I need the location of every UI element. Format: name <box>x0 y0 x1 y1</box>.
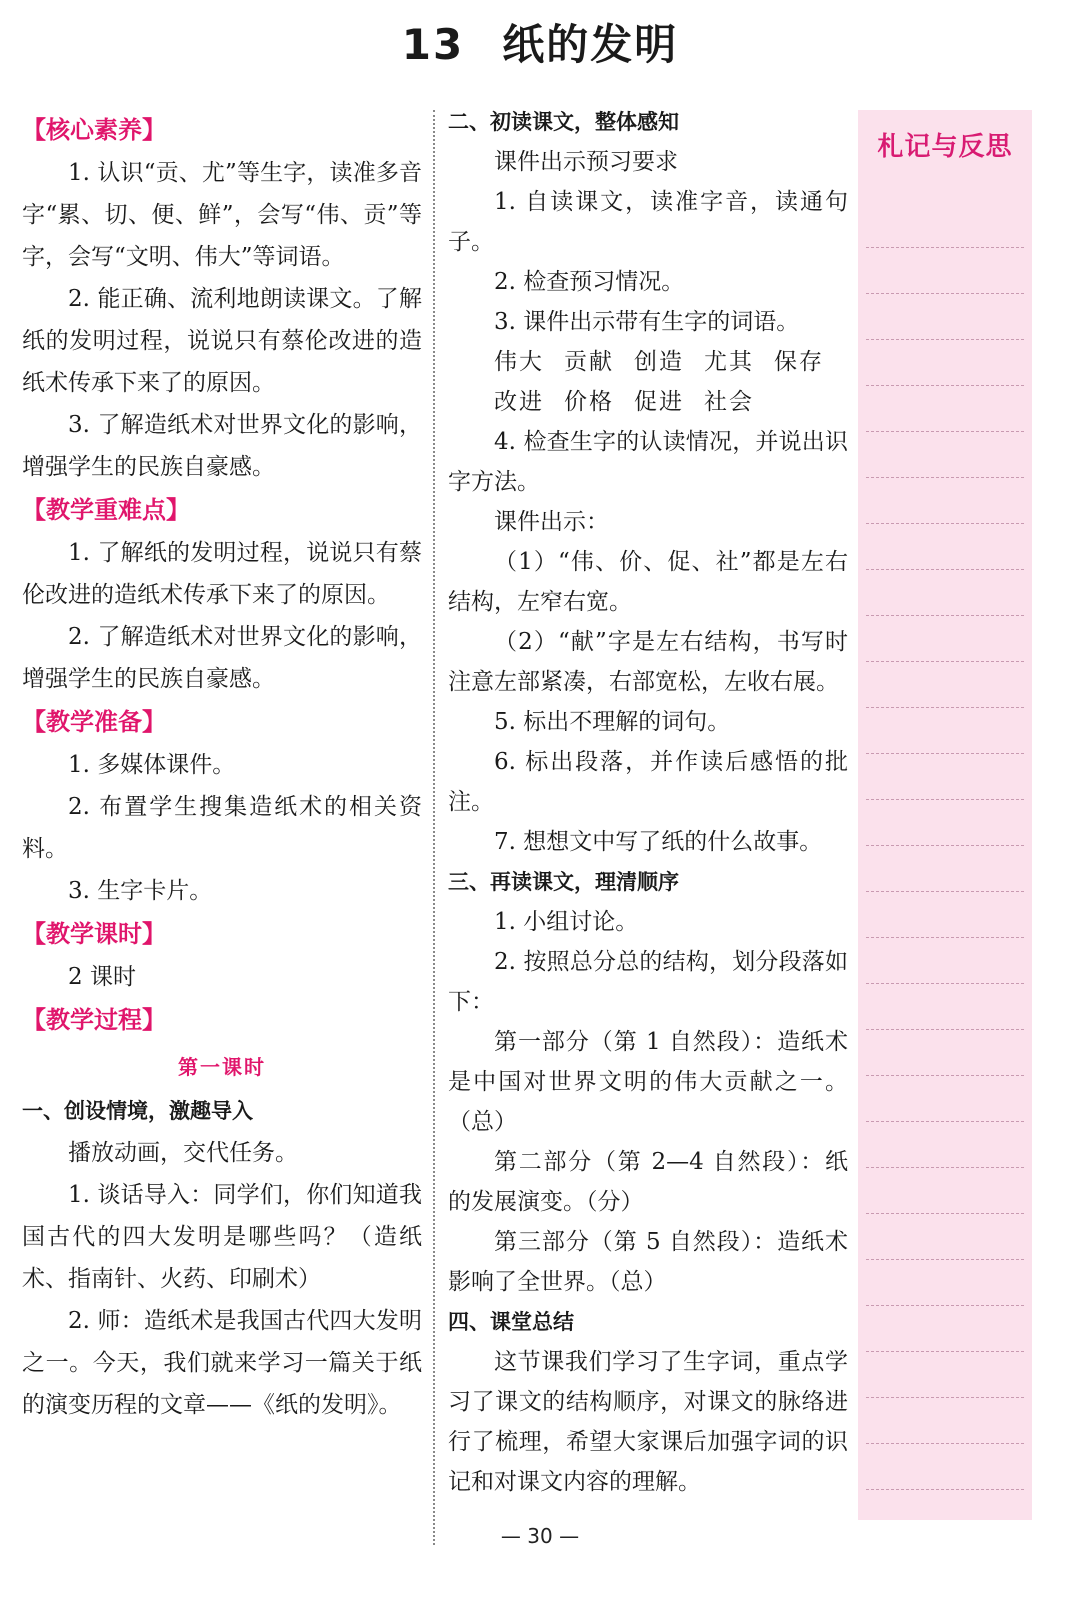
heading-step-4: 四、课堂总结 <box>448 1310 574 1334</box>
word: 社会 <box>704 389 754 415</box>
section-key-points: 【教学重难点】 <box>22 496 190 524</box>
paragraph: 5. 标出不理解的词句。 <box>494 709 731 735</box>
paragraph: 6. 标出段落，并作读后感悟的批注。 <box>448 749 848 815</box>
word: 伟大 <box>494 349 544 375</box>
notes-title: 札记与反思 <box>877 132 1013 162</box>
paragraph: （1）“伟、价、促、社”都是左右结构，左窄右宽。 <box>448 549 848 615</box>
paragraph: 这节课我们学习了生字词，重点学习了课文的结构顺序，对课文的脉络进行了梳理，希望大家课后加强字词的识记和对课文内容的理解。 <box>448 1349 848 1495</box>
paragraph: 2. 布置学生搜集造纸术的相关资料。 <box>22 794 422 862</box>
paragraph: 1. 了解纸的发明过程，说说只有蔡伦改进的造纸术传承下来了的原因。 <box>22 540 422 608</box>
paragraph: 第一部分（第 1 自然段）：造纸术是中国对世界文明的伟大贡献之一。（总） <box>448 1029 848 1135</box>
page-title <box>0 12 1080 72</box>
heading-step-1: 一、创设情境，激趣导入 <box>22 1099 253 1123</box>
paragraph: 播放动画，交代任务。 <box>68 1140 298 1166</box>
paragraph: 2 课时 <box>68 964 136 990</box>
heading-step-2: 二、初读课文，整体感知 <box>448 110 679 134</box>
paragraph: 2. 能正确、流利地朗读课文。了解纸的发明过程，说说只有蔡伦改进的造纸术传承下来了的原因。 <box>22 286 422 396</box>
notes-panel <box>858 110 1032 1520</box>
word: 创造 <box>634 349 684 375</box>
paragraph: 1. 多媒体课件。 <box>68 752 236 778</box>
paragraph: 课件出示： <box>494 509 609 535</box>
paragraph: 第三部分（第 5 自然段）：造纸术影响了全世界。（总） <box>448 1229 848 1295</box>
left-column <box>22 108 422 1426</box>
section-core-literacy: 【核心素养】 <box>22 116 166 144</box>
section-preparation: 【教学准备】 <box>22 708 166 736</box>
column-divider <box>433 110 435 1545</box>
paragraph: 3. 了解造纸术对世界文化的影响，增强学生的民族自豪感。 <box>22 412 422 480</box>
paragraph: 第二部分（第 2—4 自然段）：纸的发展演变。（分） <box>448 1149 848 1215</box>
notes-ruled-lines <box>864 202 1026 1520</box>
lesson-title: 纸的发明 <box>502 20 679 69</box>
paragraph: 7. 想想文中写了纸的什么故事。 <box>494 829 823 855</box>
page-number: — 30 — <box>500 1524 580 1548</box>
paragraph: 课件出示预习要求 <box>494 149 678 175</box>
paragraph: （2）“献”字是左右结构，书写时注意左部紧凑，右部宽松，左收右展。 <box>448 629 848 695</box>
paragraph: 3. 生字卡片。 <box>68 878 213 904</box>
paragraph: 1. 谈话导入：同学们，你们知道我国古代的四大发明是哪些吗？（造纸术、指南针、火药、印刷术） <box>22 1182 422 1292</box>
word: 促进 <box>634 389 684 415</box>
paragraph: 1. 小组讨论。 <box>494 909 639 935</box>
paragraph: 3. 课件出示带有生字的词语。 <box>494 309 800 335</box>
section-class-hours: 【教学课时】 <box>22 920 166 948</box>
word-list-row-1 <box>448 342 848 382</box>
paragraph: 2. 了解造纸术对世界文化的影响，增强学生的民族自豪感。 <box>22 624 422 692</box>
paragraph: 4. 检查生字的认读情况，并说出识字方法。 <box>448 429 848 495</box>
lesson-number: 13 <box>401 20 465 69</box>
paragraph: 1. 认识“贡、尤”等生字，读准多音字“累、切、便、鲜”，会写“伟、贡”等字，会写“文明、伟大”等词语。 <box>22 160 422 270</box>
word: 改进 <box>494 389 544 415</box>
word: 贡献 <box>564 349 614 375</box>
heading-step-3: 三、再读课文，理清顺序 <box>448 870 679 894</box>
paragraph: 2. 检查预习情况。 <box>494 269 685 295</box>
section-process: 【教学过程】 <box>22 1006 166 1034</box>
word: 价格 <box>564 389 614 415</box>
paragraph: 2. 按照总分总的结构，划分段落如下： <box>448 949 848 1015</box>
paragraph: 1. 自读课文，读准字音，读通句子。 <box>448 189 848 255</box>
middle-column <box>448 102 848 1502</box>
word: 保存 <box>774 349 824 375</box>
word-list-row-2 <box>448 382 848 422</box>
word: 尤其 <box>704 349 754 375</box>
paragraph: 2. 师：造纸术是我国古代四大发明之一。今天，我们就来学习一篇关于纸的演变历程的文章——《纸的发明》。 <box>22 1308 422 1418</box>
subsection-first-lesson: 第一课时 <box>178 1055 266 1079</box>
